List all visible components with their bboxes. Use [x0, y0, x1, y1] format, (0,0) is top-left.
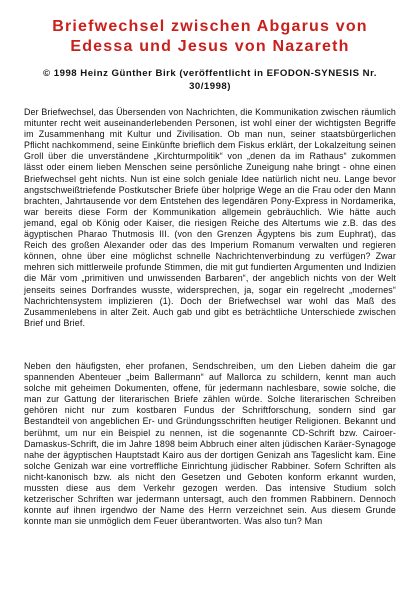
- body-paragraph-2: Neben den häufigsten, eher profanen, Sendschreiben, um den Lieben daheim die gar spannenden Abenteuer „beim Ballermann“ auf Mallorca zu schildern, kennt man auch solche mit geheimen Dokumenten, offene, für jedermann nachlesbare, sowie solche, die man zur Gattung der literarischen Briefe zählen würde. Solche literarischen Schreiben gehören nicht nur zum kostbaren Fundus der Schriftforschung, sondern sind gar Bestandteil von angeblichen Er- und Gründungsschriften heutiger Religionen. Bekannt und berühmt, um nur ein Beispiel zu nennen, ist die sogenannte CD-Schrift bzw. Cairoer-Damaskus-Schrift, die im Jahre 1898 beim Abbruch einer alten jüdischen Karäer-Synagoge nahe der ägyptischen Hauptstadt Kairo aus der dortigen Genizah ans Tageslicht kam. Eine solche Genizah war eine vortreffliche Einrichtung jüdischer Rabbiner. Sofern Schriften als nicht-kanonisch bzw. als nicht den Gesetzen und Geboten konform erkannt wurden, mussten diese aus dem Verkehr gezogen werden. Das intensive Studium solch ketzerischer Schriften war jedermann untersagt, auch den frommen Rabbinern. Dennoch konnte auf ihnen irgendwo der Name des Herrn verzeichnet sein. Aus diesem Grunde konnte man sie unmöglich dem Feuer überantworten. Was also tun? Man: [24, 361, 396, 527]
- document-title-line-2: Edessa und Jesus von Nazareth: [70, 38, 350, 55]
- body-paragraph-1: Der Briefwechsel, das Übersenden von Nachrichten, die Kommunikation zwischen räumlich mitunter recht weit auseinanderlebenden Personen, ist wohl einer der wichtigsten Begriffe im Zusammenhang mit Kultur und Zivilisation. Ob man nun, seiner staatsbürgerlichen Pflicht nachkommend, seine Einkünfte brieflich dem Fiskus erklärt, der Lokalzeitung seinen Groll über die unverständene „Kirchturmpolitik“ von „denen da im Rathaus“ zukommen lässt oder einem lieben Menschen seine persönliche Zuneigung nahe bringt - ohne einen Briefwechsel geht nichts. Nun ist eine solch geniale Idee natürlich nicht neu. Lange bevor angstschweißtriefende Postkutscher Briefe über holprige Wege an die Frau oder den Mann brachten, Jahrtausende vor dem Entstehen des legendären Pony-Express in Nordamerika, war bereits diese Form der Kommunikation allgemein gebräuchlich. Wie hätte auch jemand, egal ob König oder Kaiser, die riesigen Reiche des Altertums wie z.B. das des ägyptischen Pharao Thutmosis III. (von den Grenzen Ägyptens bis zum Euphrat), das Reich des großen Alexander oder das des Imperium Romanum verwalten und regieren können, ohne über eine möglichst schnelle Nachrichtenverbindung zu verfügen? Zwar mehren sich mittlerweile profunde Stimmen, die mit gut fundierten Argumenten und Indizien die Mär vom „primitiven und unwissenden Barbaren“, der angeblich nichts von der Welt jenseits seines Dorfrandes wusste, widersprechen, ja, sogar ein regelrecht „modernes“ Nachrichtensystem implizieren (1). Doch der Briefwechsel war wohl das Maß des Zusammenlebens in alter Zeit. Auch gab und gibt es beträchtliche Unterschiede zwischen Brief und Brief.: [24, 107, 396, 328]
- author-credit: © 1998 Heinz Günther Birk (veröffentlicht in EFODON-SYNESIS Nr. 30/1998): [43, 68, 377, 92]
- document-title-line-1: Briefwechsel zwischen Abgarus von: [52, 18, 368, 35]
